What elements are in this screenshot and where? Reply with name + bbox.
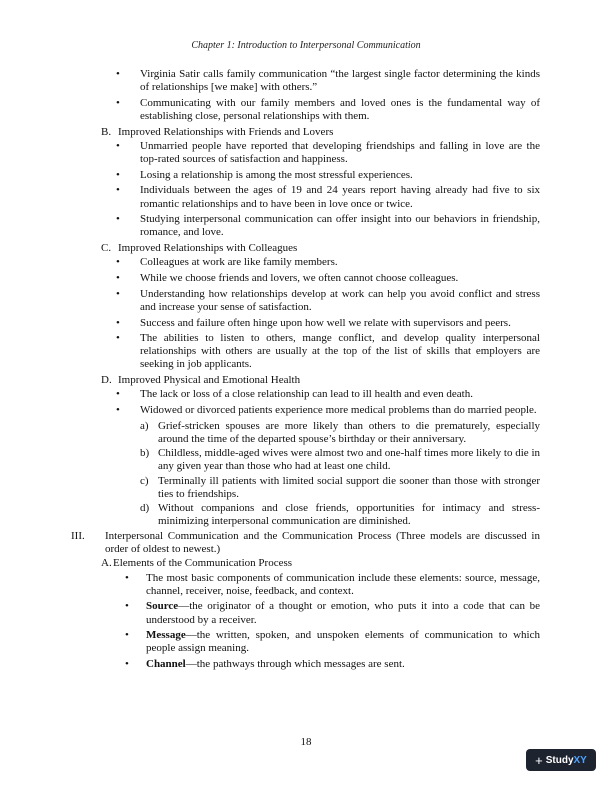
bullet-text: While we choose friends and lovers, we often cannot choose colleagues. xyxy=(140,272,459,285)
list-item xyxy=(125,658,540,671)
sub-item-text: Terminally ill patients with limited social support die sooner than those with stronger ties to friendships. xyxy=(158,474,540,500)
section-marker: D. xyxy=(101,374,112,387)
bullet-text: Unmarried people have reported that developing friendships and falling in love are the top-rated sources of satisfaction and happiness. xyxy=(140,139,540,166)
bullet-text: Losing a relationship is among the most stressful experiences. xyxy=(140,168,413,181)
section-heading xyxy=(101,374,518,387)
bullet-text: Colleagues at work are like family members. xyxy=(140,256,338,269)
bullet-marker: • xyxy=(116,168,120,181)
sub-list-item xyxy=(140,474,540,501)
page-content xyxy=(0,68,612,674)
bullet-marker: • xyxy=(116,287,120,300)
bullet-text: Success and failure often hinge upon how well we relate with supervisors and peers. xyxy=(140,316,511,329)
bullet-marker: • xyxy=(116,332,120,345)
list-item xyxy=(116,184,540,210)
sub-list-item xyxy=(140,447,540,473)
bullet-text: The abilities to listen to others, mange conflict, and develop quality interpersonal relationships with others are usually at the top of the list of skills that employers are seeking in job applicants. xyxy=(140,332,540,371)
list-item xyxy=(116,388,540,401)
sub-item-marker: b) xyxy=(140,447,150,460)
list-item xyxy=(116,287,540,314)
section-title: Improved Relationships with Friends and Lovers xyxy=(118,125,334,138)
sub-item-text: Without companions and close friends, opportunities for intimacy and stress-minimizing interpersonal communication are diminished. xyxy=(158,502,540,528)
section-title: Elements of the Communication Process xyxy=(113,557,293,570)
list-item xyxy=(116,139,540,166)
page-number: 18 xyxy=(300,736,312,748)
bullet-marker: • xyxy=(116,256,120,269)
bullet-marker: • xyxy=(116,404,120,417)
bullet-marker: • xyxy=(116,213,120,226)
running-header: Chapter 1: Introduction to Interpersonal Communication xyxy=(191,40,421,51)
bullet-marker: • xyxy=(116,184,120,197)
bullet-marker: • xyxy=(116,316,120,329)
section-title: Improved Relationships with Colleagues xyxy=(118,241,298,254)
list-item xyxy=(116,68,540,94)
section-heading xyxy=(101,241,518,255)
section-marker: C. xyxy=(101,241,112,254)
list-item xyxy=(116,213,540,239)
list-item xyxy=(116,96,540,123)
bullet-text: Studying interpersonal communication can offer insight into our behaviors in friendship, romance, and love. xyxy=(140,213,540,239)
sub-item-text: Grief-stricken spouses are more likely than others to die prematurely, especially around the time of the departed spouse’s birthday or their anniversary. xyxy=(158,419,540,445)
part-heading xyxy=(71,529,540,556)
bullet-marker: • xyxy=(116,272,120,285)
list-item xyxy=(125,600,540,626)
term-definition: —the written, spoken, and unspoken elements of communication to which people assign meaning. xyxy=(146,629,540,655)
section-heading xyxy=(101,557,513,570)
term-channel: Channel xyxy=(146,658,186,671)
bullet-text: Communicating with our family members and loved ones is the fundamental way of establishing close, personal relationships with them. xyxy=(140,96,540,122)
sub-list-item xyxy=(140,502,540,528)
term-definition: —the pathways through which messages are sent. xyxy=(185,658,405,671)
bullet-marker: • xyxy=(125,629,129,642)
part-title: Interpersonal Communication and the Communication Process (Three models are discussed in order of oldest to newest.) xyxy=(105,529,540,555)
sub-item-marker: c) xyxy=(140,474,149,487)
list-item xyxy=(116,168,540,182)
section-title: Improved Physical and Emotional Health xyxy=(118,374,301,387)
term-source: Source xyxy=(146,600,179,613)
list-item xyxy=(116,332,540,371)
bullet-marker: • xyxy=(125,600,129,613)
sub-item-marker: a) xyxy=(140,419,149,432)
studyxy-badge[interactable] xyxy=(526,749,596,771)
plus-icon: + xyxy=(535,752,543,768)
sub-list-item xyxy=(140,419,540,446)
bullet-marker: • xyxy=(125,658,129,671)
list-item xyxy=(116,272,540,285)
part-marker: III. xyxy=(71,529,85,542)
list-item xyxy=(116,316,540,330)
section-heading xyxy=(101,125,518,139)
list-item xyxy=(125,571,540,598)
bullet-text: Virginia Satir calls family communication “the largest single factor determining the kinds of relationships [we make] with others.” xyxy=(140,68,540,94)
term-message: Message xyxy=(146,629,186,642)
bullet-text: Individuals between the ages of 19 and 24 years report having already had five to six romantic relationships and to have been in love once or twice. xyxy=(140,184,540,210)
bullet-marker: • xyxy=(116,68,120,80)
list-item xyxy=(125,629,540,655)
bullet-text: The lack or loss of a close relationship can lead to ill health and even death. xyxy=(140,388,473,401)
badge-prefix: Study xyxy=(545,754,574,766)
bullet-text: The most basic components of communication include these elements: source, message, channel, receiver, noise, feedback, and context. xyxy=(146,571,540,597)
list-item xyxy=(116,256,540,269)
list-item xyxy=(116,404,540,417)
bullet-marker: • xyxy=(125,571,129,584)
bullet-text: Widowed or divorced patients experience more medical problems than do married people. xyxy=(140,404,537,417)
bullet-marker: • xyxy=(116,96,120,109)
bullet-text: Understanding how relationships develop at work can help you avoid conflict and stress and increase your sense of satisfaction. xyxy=(140,287,540,313)
bullet-marker: • xyxy=(116,139,120,152)
badge-suffix: XY xyxy=(573,754,587,766)
sub-item-marker: d) xyxy=(140,502,150,515)
term-definition: —the originator of a thought or emotion, who puts it into a code that can be understood by a receiver. xyxy=(146,600,540,626)
badge-label xyxy=(546,755,587,766)
section-marker: B. xyxy=(101,125,112,138)
section-marker: A. xyxy=(101,557,112,570)
bullet-marker: • xyxy=(116,388,120,401)
sub-item-text: Childless, middle-aged wives were almost two and one-half times more likely to die in any given year than those who had at least one child. xyxy=(158,447,540,473)
